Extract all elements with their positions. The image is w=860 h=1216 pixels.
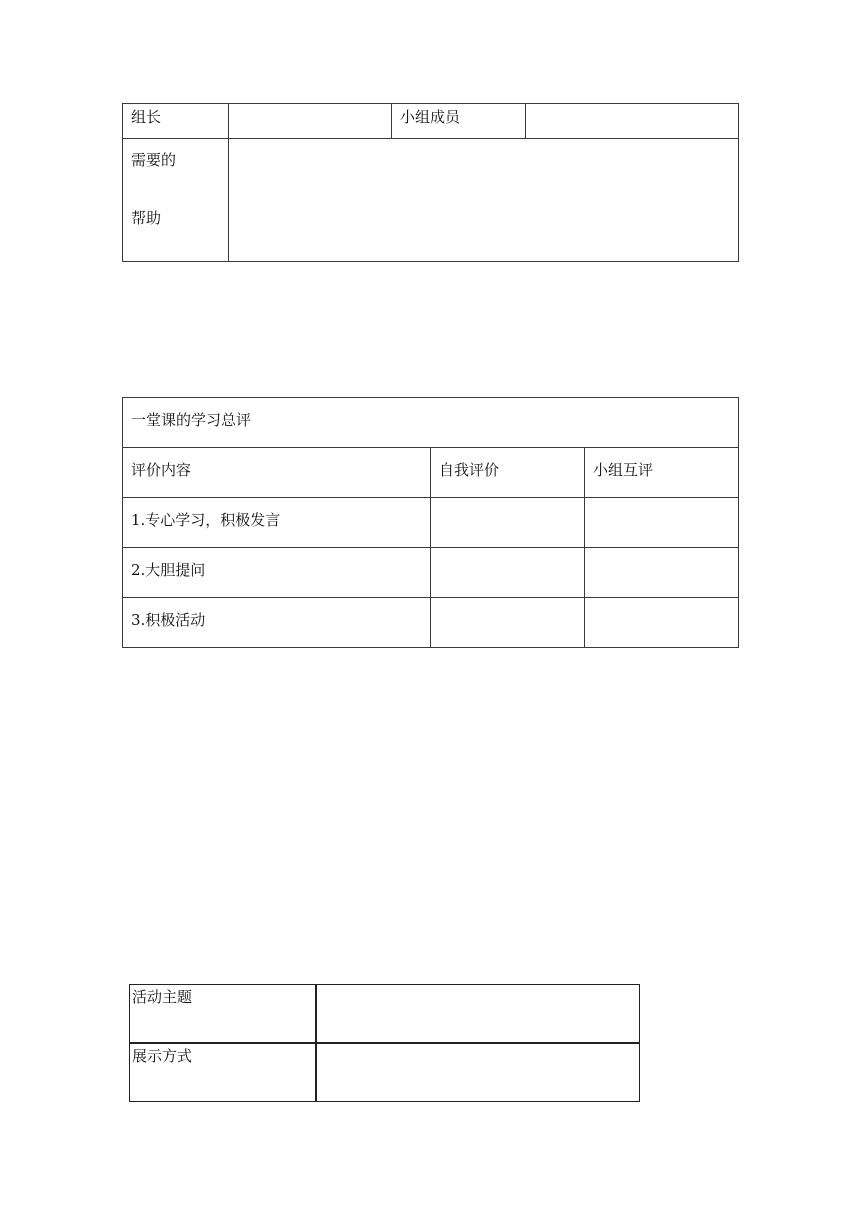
item-cell [123,548,431,598]
help-value[interactable] [229,139,738,142]
theme-label-cell [130,985,316,1044]
theme-value[interactable] [317,985,640,987]
self-eval-cell[interactable] [431,598,585,648]
peer-eval-cell[interactable] [585,598,739,648]
item-label: 3.积极活动 [131,611,206,629]
self-eval-value[interactable] [431,498,584,510]
evaluation-title: 一堂课的学习总评 [131,411,252,429]
activity-table [129,984,640,1102]
leader-label-cell [123,104,229,139]
evaluation-title-cell [123,398,739,448]
leader-value[interactable] [229,104,391,107]
header-cell [123,448,431,498]
evaluation-table [122,397,739,648]
theme-label: 活动主题 [132,988,193,1006]
header-cell [585,448,739,498]
item-cell [123,498,431,548]
header-self: 自我评价 [439,461,500,479]
table-row [130,1043,640,1102]
peer-eval-value[interactable] [585,498,738,510]
header-content: 评价内容 [131,461,192,479]
display-value-cell[interactable] [316,1043,640,1102]
item-label: 1.专心学习，积极发言 [131,511,281,529]
table-row [123,104,739,139]
members-value-cell[interactable] [526,104,739,139]
table-row [130,985,640,1044]
item-label: 2.大胆提问 [131,561,206,579]
peer-eval-cell[interactable] [585,498,739,548]
header-peer: 小组互评 [593,461,654,479]
members-value[interactable] [526,104,738,107]
peer-eval-value[interactable] [585,548,738,560]
help-value-cell[interactable] [229,139,739,262]
table-row [123,498,739,548]
item-cell [123,598,431,648]
leader-label: 组长 [131,108,162,126]
group-info-table [122,103,739,262]
table-row [123,598,739,648]
peer-eval-cell[interactable] [585,548,739,598]
theme-value-cell[interactable] [316,985,640,1044]
table-row [123,548,739,598]
leader-value-cell[interactable] [229,104,392,139]
members-label-cell [392,104,526,139]
self-eval-cell[interactable] [431,498,585,548]
members-label: 小组成员 [400,108,461,126]
peer-eval-value[interactable] [585,598,738,610]
help-label-line2: 帮助 [131,209,162,227]
table-row [123,139,739,262]
display-value[interactable] [317,1044,640,1046]
self-eval-value[interactable] [431,598,584,610]
table-row [123,398,739,448]
header-cell [431,448,585,498]
display-label: 展示方式 [132,1047,193,1065]
self-eval-cell[interactable] [431,548,585,598]
table-header-row [123,448,739,498]
help-label-line1: 需要的 [131,151,177,169]
self-eval-value[interactable] [431,548,584,560]
display-label-cell [130,1043,316,1102]
help-label-cell [123,139,229,262]
